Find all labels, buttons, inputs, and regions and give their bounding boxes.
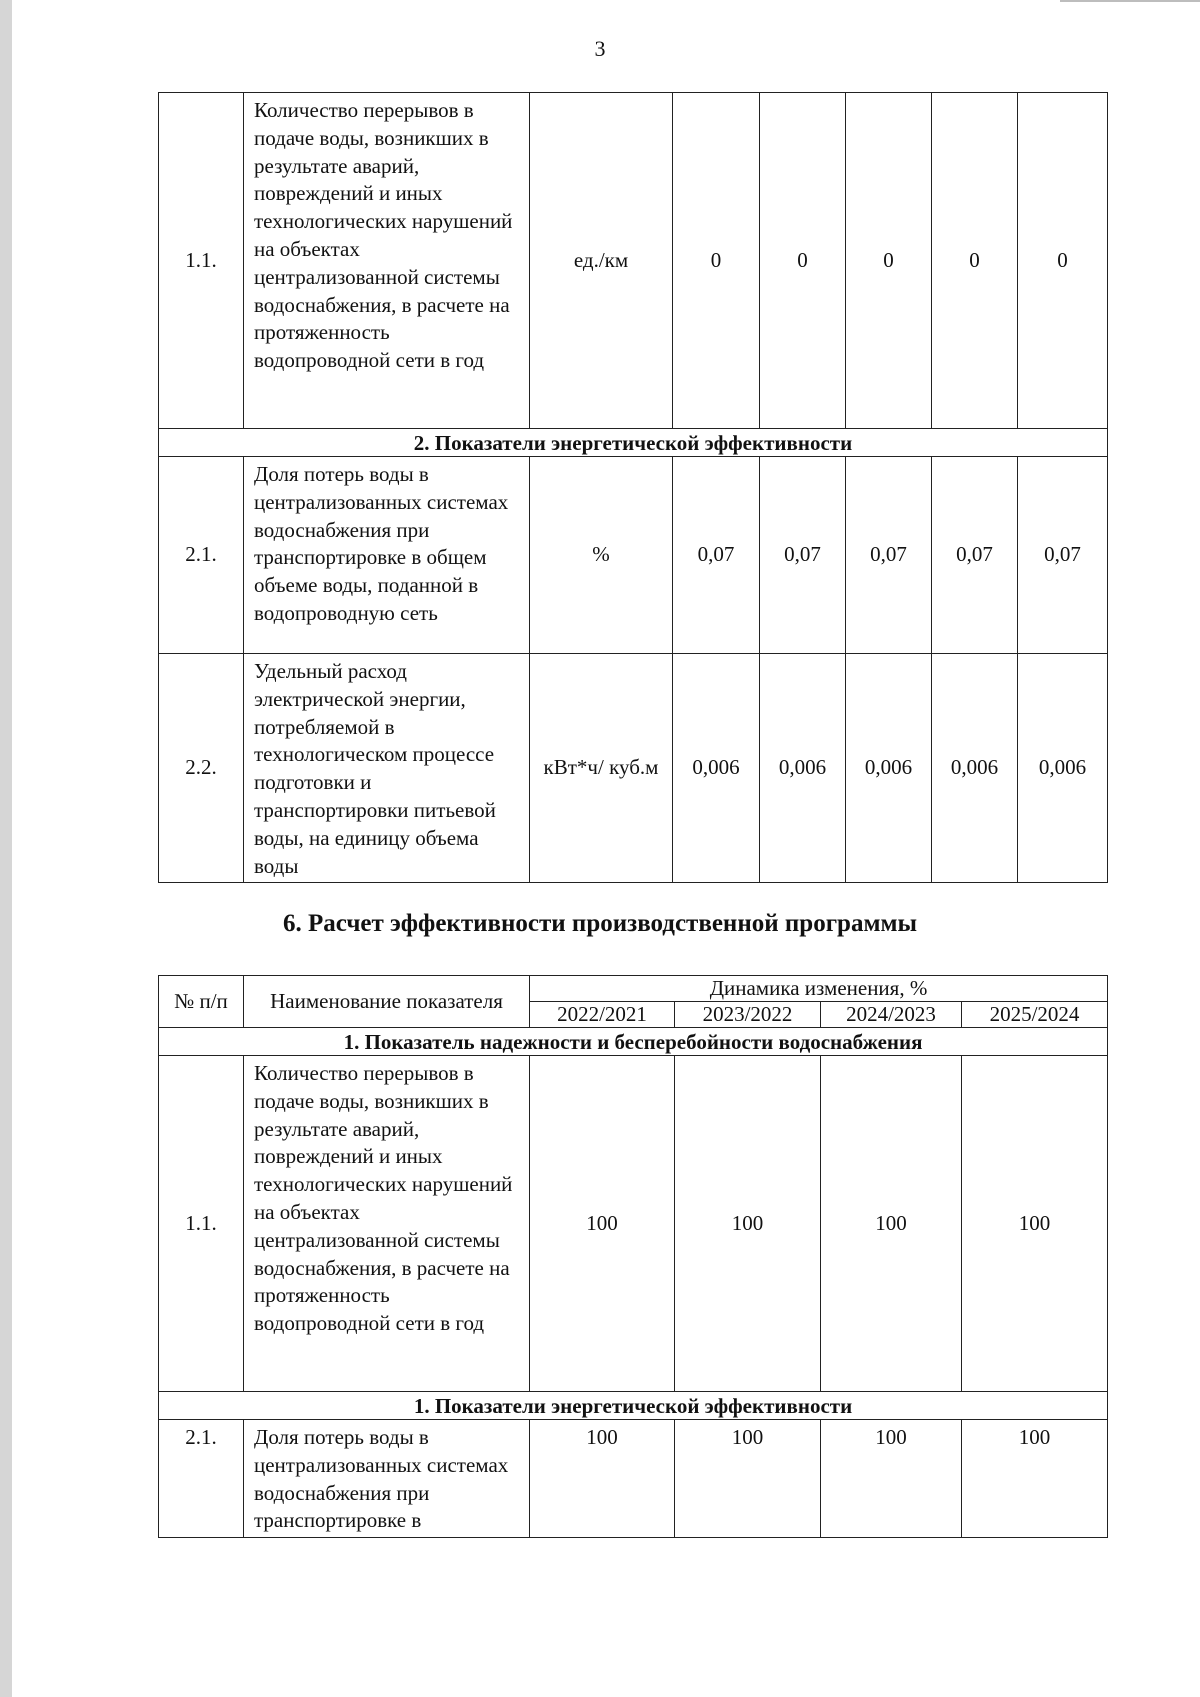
efficiency-table <box>158 975 1108 1538</box>
header-period: 2022/2021 <box>530 1002 675 1028</box>
scan-mark <box>1060 0 1200 2</box>
section-title: 2. Показатели энергетической эффективности <box>159 429 1108 457</box>
indicator-name: Удельный расход электрической энергии, потребляемой в технологическом процессе подготовки и транспортировки питьевой воды, на единицу объема воды <box>244 654 530 883</box>
value-cell: 100 <box>675 1420 821 1538</box>
section-row <box>159 1392 1108 1420</box>
header-dynamics: Динамика изменения, % <box>530 976 1108 1002</box>
row-number: 2.1. <box>159 457 244 654</box>
header-period: 2023/2022 <box>675 1002 821 1028</box>
value-cell: 0,006 <box>846 654 932 883</box>
scan-edge <box>0 0 12 1697</box>
indicator-name: Количество перерывов в подаче воды, возникших в результате аварий, повреждений и иных технологических нарушений на объектах централизованной системы водоснабжения, в расчете на протяженность водопроводной сети в год <box>244 93 530 429</box>
value-cell: 100 <box>675 1056 821 1392</box>
value-cell: 0,006 <box>932 654 1018 883</box>
section-heading: 6. Расчет эффективности производственной программы <box>282 910 918 937</box>
value-cell: 0,07 <box>932 457 1018 654</box>
row-number: 2.2. <box>159 654 244 883</box>
indicator-name: Доля потерь воды в централизованных системах водоснабжения при транспортировке в общем объеме воды, поданной в водопроводную сеть <box>244 457 530 654</box>
row-number: 2.1. <box>159 1420 244 1538</box>
table-row <box>159 457 1108 654</box>
row-number: 1.1. <box>159 1056 244 1392</box>
unit-cell: ед./км <box>530 93 673 429</box>
value-cell: 100 <box>962 1056 1108 1392</box>
value-cell: 0,07 <box>846 457 932 654</box>
header-name: Наименование показателя <box>244 976 530 1028</box>
section-title: 1. Показатели энергетической эффективности <box>159 1392 1108 1420</box>
value-cell: 100 <box>821 1056 962 1392</box>
section-row <box>159 1028 1108 1056</box>
value-cell: 0,07 <box>673 457 760 654</box>
section-row <box>159 429 1108 457</box>
table-row <box>159 654 1108 883</box>
indicator-name: Доля потерь воды в централизованных системах водоснабжения при транспортировке в <box>244 1420 530 1538</box>
value-cell: 0,006 <box>760 654 846 883</box>
value-cell: 0 <box>1018 93 1108 429</box>
value-cell: 100 <box>530 1056 675 1392</box>
unit-cell: % <box>530 457 673 654</box>
value-cell: 0,07 <box>760 457 846 654</box>
header-num: № п/п <box>159 976 244 1028</box>
value-cell: 0,07 <box>1018 457 1108 654</box>
value-cell: 0 <box>760 93 846 429</box>
section-title: 1. Показатель надежности и бесперебойности водоснабжения <box>159 1028 1108 1056</box>
value-cell: 100 <box>821 1420 962 1538</box>
header-period: 2024/2023 <box>821 1002 962 1028</box>
value-cell: 0 <box>673 93 760 429</box>
value-cell: 0 <box>846 93 932 429</box>
value-cell: 0,006 <box>1018 654 1108 883</box>
header-period: 2025/2024 <box>962 1002 1108 1028</box>
row-number: 1.1. <box>159 93 244 429</box>
indicator-name: Количество перерывов в подаче воды, возникших в результате аварий, повреждений и иных технологических нарушений на объектах централизованной системы водоснабжения, в расчете на протяженность водопроводной сети в год <box>244 1056 530 1392</box>
value-cell: 0,006 <box>673 654 760 883</box>
table-row <box>159 1420 1108 1538</box>
value-cell: 100 <box>962 1420 1108 1538</box>
value-cell: 0 <box>932 93 1018 429</box>
value-cell: 100 <box>530 1420 675 1538</box>
header-row <box>159 976 1108 1002</box>
unit-cell: кВт*ч/ куб.м <box>530 654 673 883</box>
page-number: 3 <box>594 36 606 61</box>
indicators-table <box>158 92 1108 883</box>
table-row <box>159 93 1108 429</box>
table-row <box>159 1056 1108 1392</box>
